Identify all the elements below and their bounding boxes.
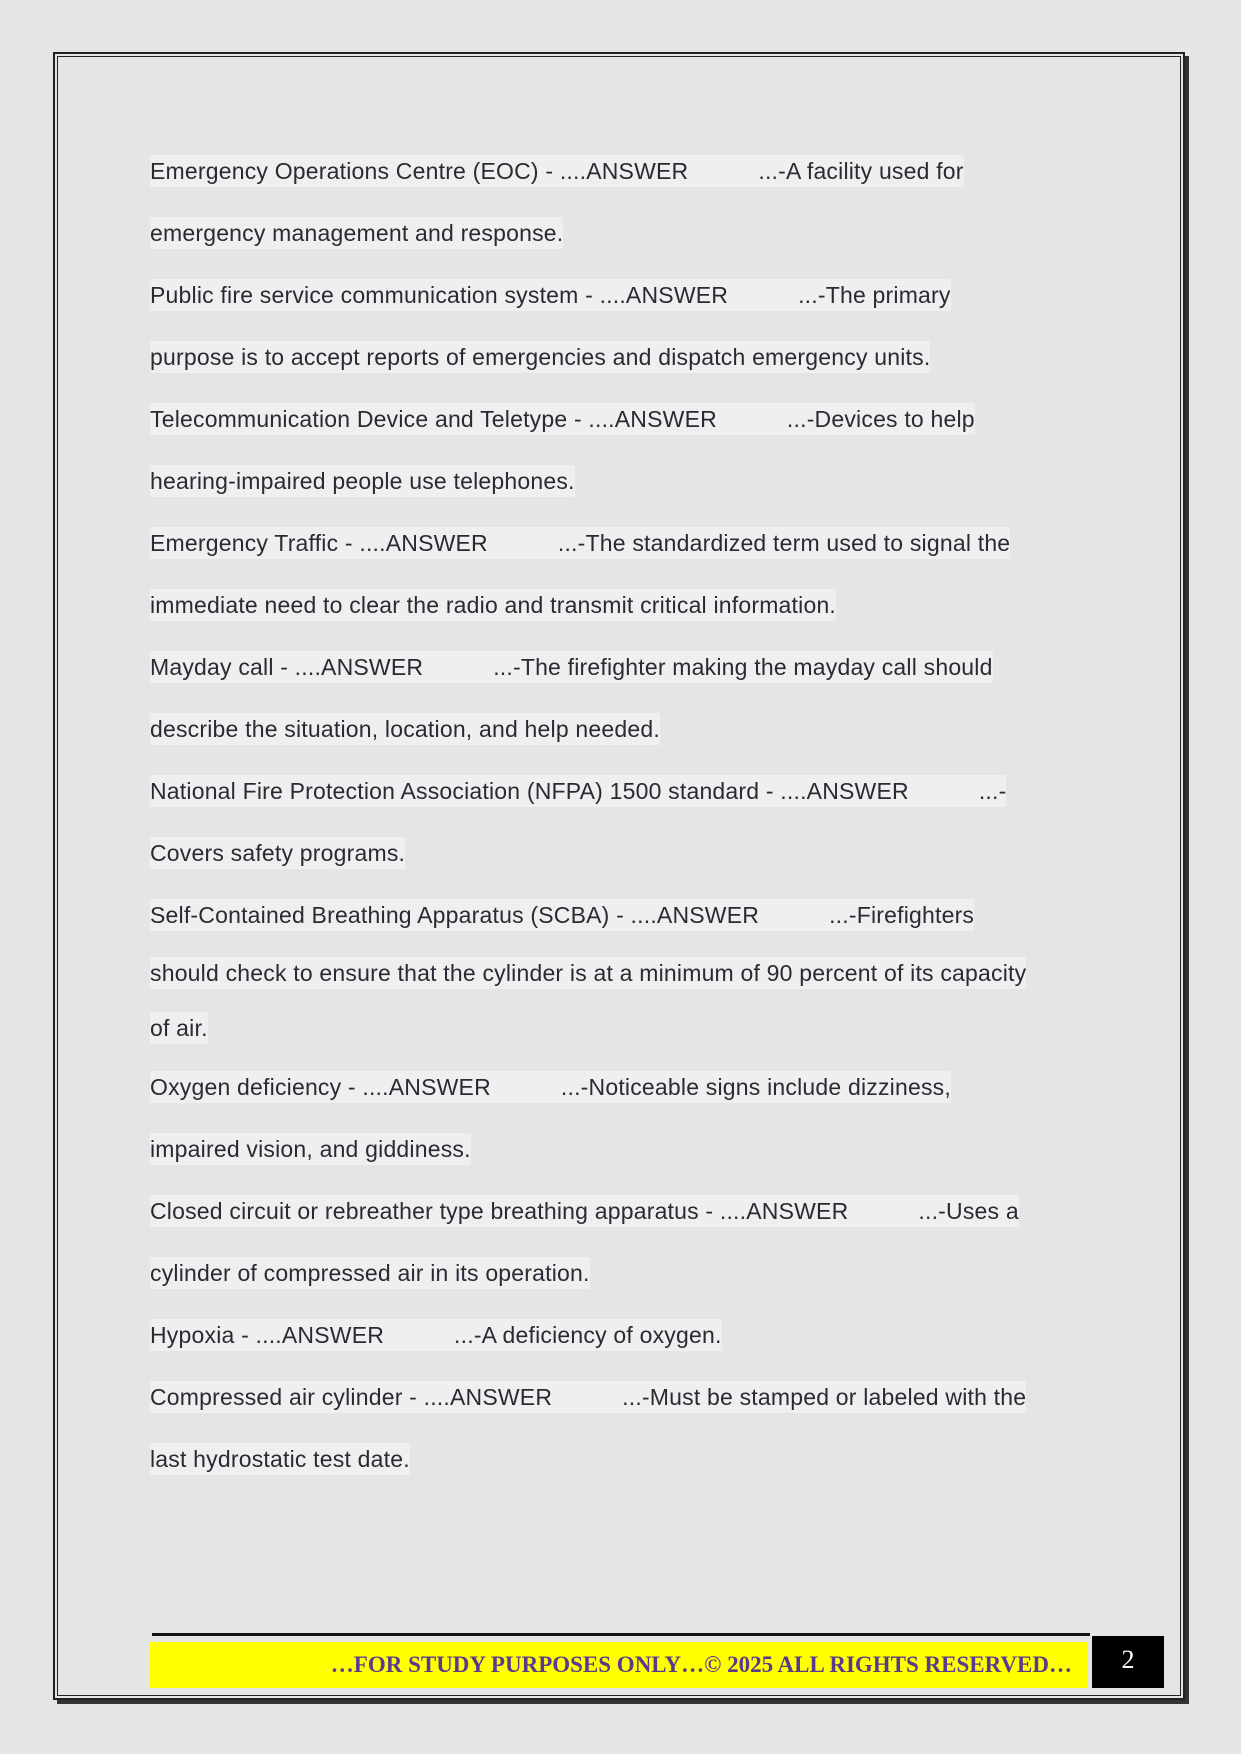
term: Hypoxia - ....ANSWER [150, 1322, 385, 1348]
flashcard-list [150, 140, 1090, 1490]
answer: ...- [978, 778, 1007, 804]
answer-continued: Covers safety programs. [150, 837, 405, 869]
answer: ...-Noticeable signs include dizziness, [560, 1074, 951, 1100]
term: Emergency Traffic - ....ANSWER [150, 530, 488, 556]
answer-continued: should check to ensure that the cylinder is at a minimum of 90 percent of its capacity [150, 957, 1026, 989]
answer: ...-A facility used for [758, 158, 964, 184]
term: Oxygen deficiency - ....ANSWER [150, 1074, 491, 1100]
answer-continued: describe the situation, location, and help needed. [150, 713, 660, 745]
qa-item [150, 760, 1090, 884]
qa-item [150, 512, 1090, 636]
qa-item [150, 388, 1090, 512]
answer-continued: last hydrostatic test date. [150, 1443, 410, 1475]
answer: ...-The firefighter making the mayday call should [493, 654, 993, 680]
footer-divider [152, 1633, 1090, 1636]
qa-item [150, 140, 1090, 264]
qa-item [150, 264, 1090, 388]
qa-item [150, 1366, 1090, 1490]
qa-item [150, 636, 1090, 760]
answer: ...-Devices to help [786, 406, 975, 432]
qa-item [150, 884, 1090, 1056]
term: Telecommunication Device and Teletype - ....ANSWER [150, 406, 717, 432]
page-number: 2 [1092, 1636, 1164, 1688]
answer: ...-The standardized term used to signal the [557, 530, 1011, 556]
qa-item [150, 1180, 1090, 1304]
term: Public fire service communication system - ....ANSWER [150, 282, 729, 308]
answer: ...-A deficiency of oxygen. [454, 1322, 722, 1348]
answer-continued: cylinder of compressed air in its operation. [150, 1257, 590, 1289]
answer-continued: of air. [150, 1012, 208, 1044]
answer-continued: purpose is to accept reports of emergencies and dispatch emergency units. [150, 341, 930, 373]
answer: ...-Must be stamped or labeled with the [622, 1384, 1027, 1410]
term: National Fire Protection Association (NFPA) 1500 standard - ....ANSWER [150, 778, 909, 804]
qa-item [150, 1304, 1090, 1366]
term: Mayday call - ....ANSWER [150, 654, 424, 680]
term: Self-Contained Breathing Apparatus (SCBA) - ....ANSWER [150, 902, 760, 928]
term: Compressed air cylinder - ....ANSWER [150, 1384, 553, 1410]
answer-continued: impaired vision, and giddiness. [150, 1133, 471, 1165]
term: Emergency Operations Centre (EOC) - ....ANSWER [150, 158, 689, 184]
answer: ...-The primary [798, 282, 951, 308]
answer: ...-Uses a [918, 1198, 1019, 1224]
term: Closed circuit or rebreather type breathing apparatus - ....ANSWER [150, 1198, 849, 1224]
answer-continued: immediate need to clear the radio and transmit critical information. [150, 589, 836, 621]
answer-continued: hearing-impaired people use telephones. [150, 465, 575, 497]
answer-continued: emergency management and response. [150, 217, 563, 249]
footer-copyright: …FOR STUDY PURPOSES ONLY…© 2025 ALL RIGHTS RESERVED… [150, 1642, 1088, 1688]
answer: ...-Firefighters [829, 902, 975, 928]
qa-item [150, 1056, 1090, 1180]
